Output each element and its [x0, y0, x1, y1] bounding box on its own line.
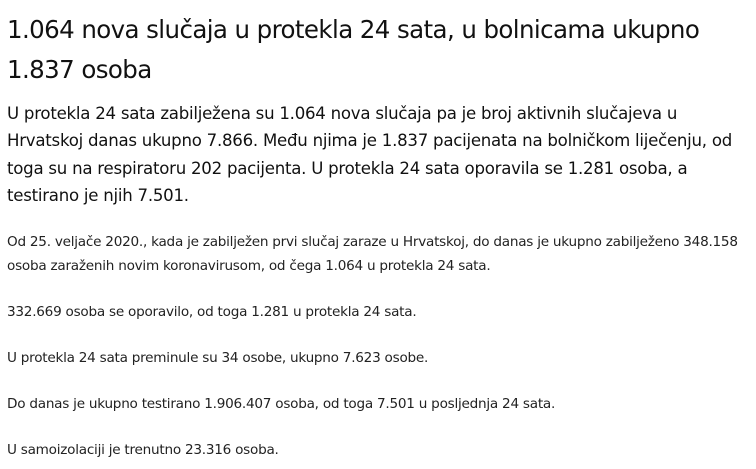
article-headline: 1.064 nova slučaja u protekla 24 sata, u bolnicama ukupno 1.837 osoba	[7, 15, 700, 84]
article-paragraph: 332.669 osoba se oporavilo, od toga 1.281 u protekla 24 sata.	[7, 304, 417, 321]
article-paragraph: Do danas je ukupno testirano 1.906.407 osoba, od toga 7.501 u posljednja 24 sata.	[7, 396, 556, 413]
article-paragraph: U protekla 24 sata preminule su 34 osobe, ukupno 7.623 osobe.	[7, 350, 429, 367]
article-lead: U protekla 24 sata zabilježena su 1.064 nova slučaja pa je broj aktivnih slučajeva u Hrvatskoj danas ukupno 7.866. Među njima je 1.837 pacijenata na bolničkom liječenju, od toga su na respiratoru 202 pacijenta. U protekla 24 sata oporavila se 1.281 osoba, a testirano je njih 7.501.	[7, 104, 733, 205]
article-paragraph: Od 25. veljače 2020., kada je zabilježen prvi slučaj zaraze u Hrvatskoj, do danas je ukupno zabilježeno 348.158 osoba zaraženih novim koronavirusom, od čega 1.064 u protekla 24 sata.	[7, 234, 738, 275]
article	[7, 0, 751, 462]
article-paragraph: U samoizolaciji je trenutno 23.316 osoba.	[7, 442, 279, 459]
